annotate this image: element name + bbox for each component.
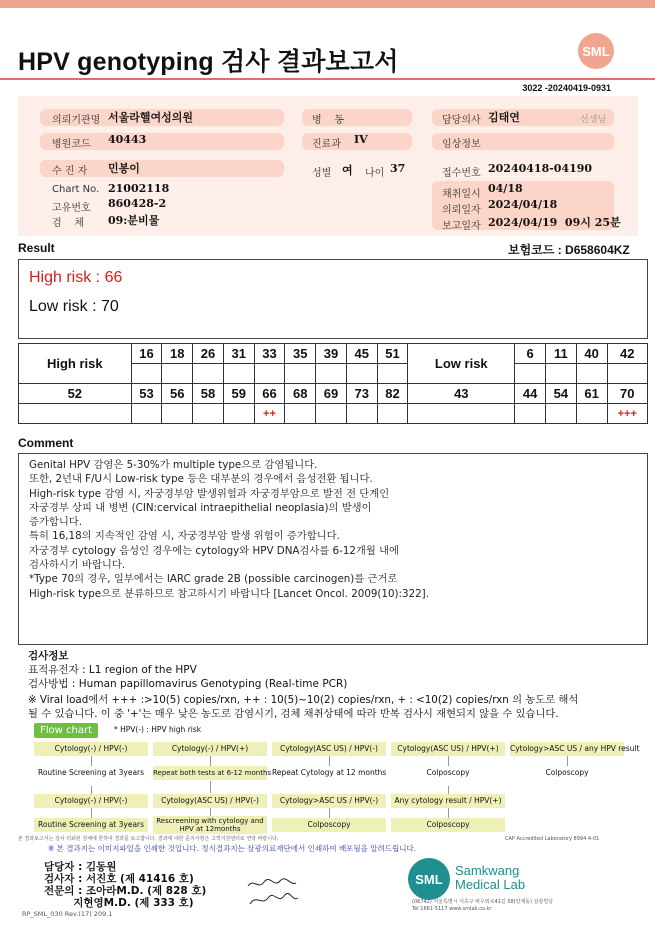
request-label: 의뢰일자 xyxy=(442,205,481,216)
comment-line: Genital HPV 감염은 5-30%가 multiple type으로 감염됩니다. xyxy=(29,459,318,471)
type-cell: 68 xyxy=(285,384,316,404)
report-date-label: 보고일자 xyxy=(442,221,481,232)
result-cell xyxy=(346,364,377,384)
result-cell xyxy=(193,364,224,384)
flow-arrow xyxy=(91,808,92,818)
form-code: RP_SML_030 Rev.(17) 209.1 xyxy=(22,910,113,918)
flow-chart-note: * HPV(-) : HPV high risk xyxy=(114,725,202,734)
sex-value: 여 xyxy=(342,164,353,177)
type-cell: 51 xyxy=(377,344,408,364)
chart-no-value: 21002118 xyxy=(108,182,170,195)
comment-line: High-risk type으로 분류하므로 참고하시기 바랍니다 [Lancet Oncol. 2009(10):322]. xyxy=(29,587,429,600)
result-cell xyxy=(19,404,132,424)
flow-result: Colposcopy xyxy=(391,818,505,832)
title-divider xyxy=(0,78,655,80)
flow-arrow xyxy=(448,808,449,818)
type-cell: 53 xyxy=(131,384,162,404)
result-cell xyxy=(607,364,648,384)
flow-box: Any cytology result / HPV(+) xyxy=(391,794,505,808)
sex-label: 성별 xyxy=(312,168,332,179)
type-cell: 61 xyxy=(576,384,607,404)
result-cell xyxy=(254,364,285,384)
type-cell: 18 xyxy=(162,344,193,364)
comment-line: *Type 70의 경우, 일부에서는 IARC grade 2B (possible carcinogen)를 근거로 xyxy=(29,573,398,586)
flow-arrow xyxy=(567,756,568,766)
result-cell xyxy=(408,404,515,424)
result-cell xyxy=(346,404,377,424)
flow-arrow xyxy=(448,756,449,766)
type-cell: 31 xyxy=(223,344,254,364)
genotype-header-row xyxy=(19,344,648,364)
genotype-result-row-2 xyxy=(19,404,648,424)
top-accent-bar xyxy=(0,0,655,8)
flow-arrow xyxy=(210,781,211,793)
patient-label: 수 진 자 xyxy=(52,166,88,177)
result-cell xyxy=(223,404,254,424)
flow-arrow xyxy=(91,786,92,794)
comment-section-title: Comment xyxy=(18,436,74,450)
result-cell-66: ++ xyxy=(254,404,285,424)
specimen-value: 09:분비물 xyxy=(108,214,160,227)
document-number: 3022 -20240419-0931 xyxy=(522,83,611,93)
doctor-suffix: 선생님 xyxy=(580,115,607,125)
hospital-code-label: 병원코드 xyxy=(52,139,91,150)
staff-line: 검사자 : 서진호 (제 41416 호) xyxy=(44,873,194,885)
company-name-line1: Samkwang xyxy=(455,863,520,878)
viral-load-note-1: ※ Viral load에서 +++ :>10(5) copies/rxn, ++ : 10(5)~10(2) copies/rxn, + : <10(2) copies/rxn 의 농도로 해석 xyxy=(28,694,579,706)
comment-line: 자궁경부 상피 내 병변 (CIN:cervical intraepithelial neoplasia)의 발생이 xyxy=(29,501,372,514)
type-cell: 69 xyxy=(316,384,347,404)
clinical-label: 임상정보 xyxy=(442,139,481,150)
report-title: HPV genotyping 검사 결과보고서 xyxy=(18,48,399,76)
flow-arrow xyxy=(91,756,92,766)
result-cell xyxy=(162,364,193,384)
target-gene: 표적유전자 : L1 region of the HPV xyxy=(28,664,197,676)
staff-line: 전문의 : 조아라M.D. (제 828 호) xyxy=(44,885,207,897)
type-cell: 70 xyxy=(607,384,648,404)
result-cell xyxy=(377,404,408,424)
institution-label: 의뢰기관명 xyxy=(52,115,101,126)
flow-result: Rescreening with cytology and HPV at 12months xyxy=(153,816,267,834)
company-address: (06742) 서울특별시 서초구 바우뫼로41길 58(양재동) 삼광빌딩 xyxy=(412,899,553,905)
type-cell: 52 xyxy=(19,384,132,404)
type-cell: 33 xyxy=(254,344,285,364)
dept-label: 진료과 xyxy=(312,139,341,150)
flow-result: Colposcopy xyxy=(272,818,386,832)
hospital-code-value: 40443 xyxy=(108,133,147,146)
receipt-value: 20240418-04190 xyxy=(488,162,593,175)
unique-no-value: 860428-2 xyxy=(108,197,167,210)
disclaimer-fine-print: 본 결과보고서는 검사 의뢰된 검체에 한하여 결과를 보고합니다. 결과에 대한 문의사항은 고객지원센터로 연락 바랍니다. xyxy=(18,836,279,842)
result-cell xyxy=(515,364,546,384)
flow-arrow xyxy=(329,756,330,766)
company-contact: Tel 1661-5117 www.smlab.co.kr xyxy=(412,906,492,912)
specimen-label: 검 체 xyxy=(52,218,85,229)
doctor-value: 김태연 xyxy=(488,111,520,124)
genotype-header-row-2 xyxy=(19,384,648,404)
result-cell-70: +++ xyxy=(607,404,648,424)
result-cell xyxy=(223,364,254,384)
type-cell: 11 xyxy=(546,344,577,364)
type-cell: 54 xyxy=(546,384,577,404)
result-cell xyxy=(377,364,408,384)
report-date-value: 2024/04/19 09시 25분 xyxy=(488,216,621,229)
flow-box: Cytology(ASC US) / HPV(+) xyxy=(391,742,505,756)
high-risk-result: High risk : 66 xyxy=(29,269,123,286)
flow-box: Cytology(ASC US) / HPV(-) xyxy=(153,794,267,808)
type-cell: 44 xyxy=(515,384,546,404)
genotype-table xyxy=(18,343,648,424)
result-section-title: Result xyxy=(18,241,55,255)
result-cell xyxy=(131,364,162,384)
type-cell: 40 xyxy=(576,344,607,364)
request-value: 2024/04/18 xyxy=(488,198,558,211)
type-cell: 66 xyxy=(254,384,285,404)
comment-line: 검사하시기 바랍니다. xyxy=(29,559,126,572)
result-cell xyxy=(546,404,577,424)
unique-no-label: 고유번호 xyxy=(52,203,91,214)
flow-arrow xyxy=(448,786,449,794)
flow-result: Colposcopy xyxy=(545,768,589,777)
comment-box xyxy=(18,453,648,645)
flow-result: Routine Screening at 3years xyxy=(34,818,148,832)
type-cell: 43 xyxy=(408,384,515,404)
ward-label: 병 동 xyxy=(312,115,345,126)
institution-value: 서울라헬여성의원 xyxy=(108,111,194,124)
company-name xyxy=(455,864,525,892)
result-cell xyxy=(316,404,347,424)
sml-logo: SML xyxy=(578,33,614,69)
flow-arrow xyxy=(329,808,330,818)
viral-load-note-2: 될 수 있습니다. 이 중 '+'는 매우 낮은 농도로 감염시기, 검체 채취상태에 따라 반복 검사시 재현되지 않을 수 있습니다. xyxy=(28,708,559,720)
type-cell: 6 xyxy=(515,344,546,364)
print-notice: ※ 본 결과지는 이미지파일을 인쇄한 것입니다. 정식결과지는 삼광의료재단에서 인쇄하여 배포됨을 알려드립니다. xyxy=(48,844,417,853)
patient-value: 민봉이 xyxy=(108,162,140,175)
result-cell xyxy=(285,364,316,384)
cap-accreditation: CAP Accredited Laboratory 8994 4-01 xyxy=(505,836,600,842)
result-summary-box xyxy=(18,259,648,339)
exam-info-title: 검사정보 xyxy=(28,650,69,662)
high-risk-label-cell: High risk xyxy=(19,344,132,384)
collect-value: 04/18 xyxy=(488,182,523,195)
chart-no-label: Chart No. xyxy=(52,184,100,195)
flow-result: Routine Screening at 3years xyxy=(37,768,145,777)
comment-line: 또한, 2년내 F/U시 Low-risk type 등은 대부분의 경우에서 음성전환 됩니다. xyxy=(29,473,373,486)
result-cell xyxy=(193,404,224,424)
result-cell xyxy=(576,404,607,424)
company-name-line2: Medical Lab xyxy=(455,877,526,892)
low-risk-result: Low risk : 70 xyxy=(29,298,119,315)
exam-method: 검사방법 : Human papillomavirus Genotyping (Real-time PCR) xyxy=(28,678,348,690)
type-cell: 39 xyxy=(316,344,347,364)
flow-result: Colposcopy xyxy=(426,768,470,777)
flow-box: Cytology(-) / HPV(-) xyxy=(34,742,148,756)
flow-chart-chip: Flow chart xyxy=(34,723,98,738)
type-cell: 56 xyxy=(162,384,193,404)
flow-box: Cytology(ASC US) / HPV(-) xyxy=(272,742,386,756)
result-cell xyxy=(131,404,162,424)
type-cell: 35 xyxy=(285,344,316,364)
age-label: 나이 xyxy=(365,168,385,179)
collect-label: 채취일시 xyxy=(442,189,481,200)
dept-value: IV xyxy=(354,133,368,146)
type-cell: 73 xyxy=(346,384,377,404)
insurance-code: 보험코드 : D658604KZ xyxy=(508,243,630,257)
comment-line: 특히 16,18의 지속적인 감염 시, 자궁경부암 발생 위험이 증가합니다. xyxy=(29,530,340,543)
type-cell: 42 xyxy=(607,344,648,364)
type-cell: 26 xyxy=(193,344,224,364)
flow-result: Repeat Cytology at 12 months xyxy=(272,768,387,777)
result-cell xyxy=(285,404,316,424)
comment-line: 증가합니다. xyxy=(29,516,83,529)
type-cell: 45 xyxy=(346,344,377,364)
doctor-label: 담당의사 xyxy=(442,115,481,126)
comment-line: High-risk type 감염 시, 자궁경부암 발생위험과 자궁경부암으로 발전 전 단계인 xyxy=(29,487,390,500)
result-cell xyxy=(162,404,193,424)
staff-line: 지현영M.D. (제 333 호) xyxy=(44,897,194,909)
flow-box: Cytology(-) / HPV(-) xyxy=(34,794,148,808)
receipt-label: 접수번호 xyxy=(442,168,481,179)
flow-result: Repeat both tests at 6-12 months xyxy=(153,766,267,780)
sml-footer-logo: SML xyxy=(408,858,450,900)
type-cell: 82 xyxy=(377,384,408,404)
flow-arrow xyxy=(210,808,211,816)
age-value: 37 xyxy=(390,162,406,175)
flow-arrow xyxy=(210,756,211,766)
signature-image xyxy=(244,876,300,910)
flow-box: Cytology>ASC US / HPV(-) xyxy=(272,794,386,808)
result-cell xyxy=(316,364,347,384)
staff-line: 담당자 : 김동원 xyxy=(44,861,117,873)
type-cell: 58 xyxy=(193,384,224,404)
flow-box: Cytology>ASC US / any HPV result xyxy=(510,742,624,756)
flow-box: Cytology(-) / HPV(+) xyxy=(153,742,267,756)
result-cell xyxy=(576,364,607,384)
result-cell xyxy=(515,404,546,424)
type-cell: 59 xyxy=(223,384,254,404)
low-risk-label-cell: Low risk xyxy=(408,344,515,384)
result-cell xyxy=(546,364,577,384)
comment-line: 자궁경부 cytology 음성인 경우에는 cytology와 HPV DNA검사를 6-12개월 내에 xyxy=(29,544,399,557)
type-cell: 16 xyxy=(131,344,162,364)
